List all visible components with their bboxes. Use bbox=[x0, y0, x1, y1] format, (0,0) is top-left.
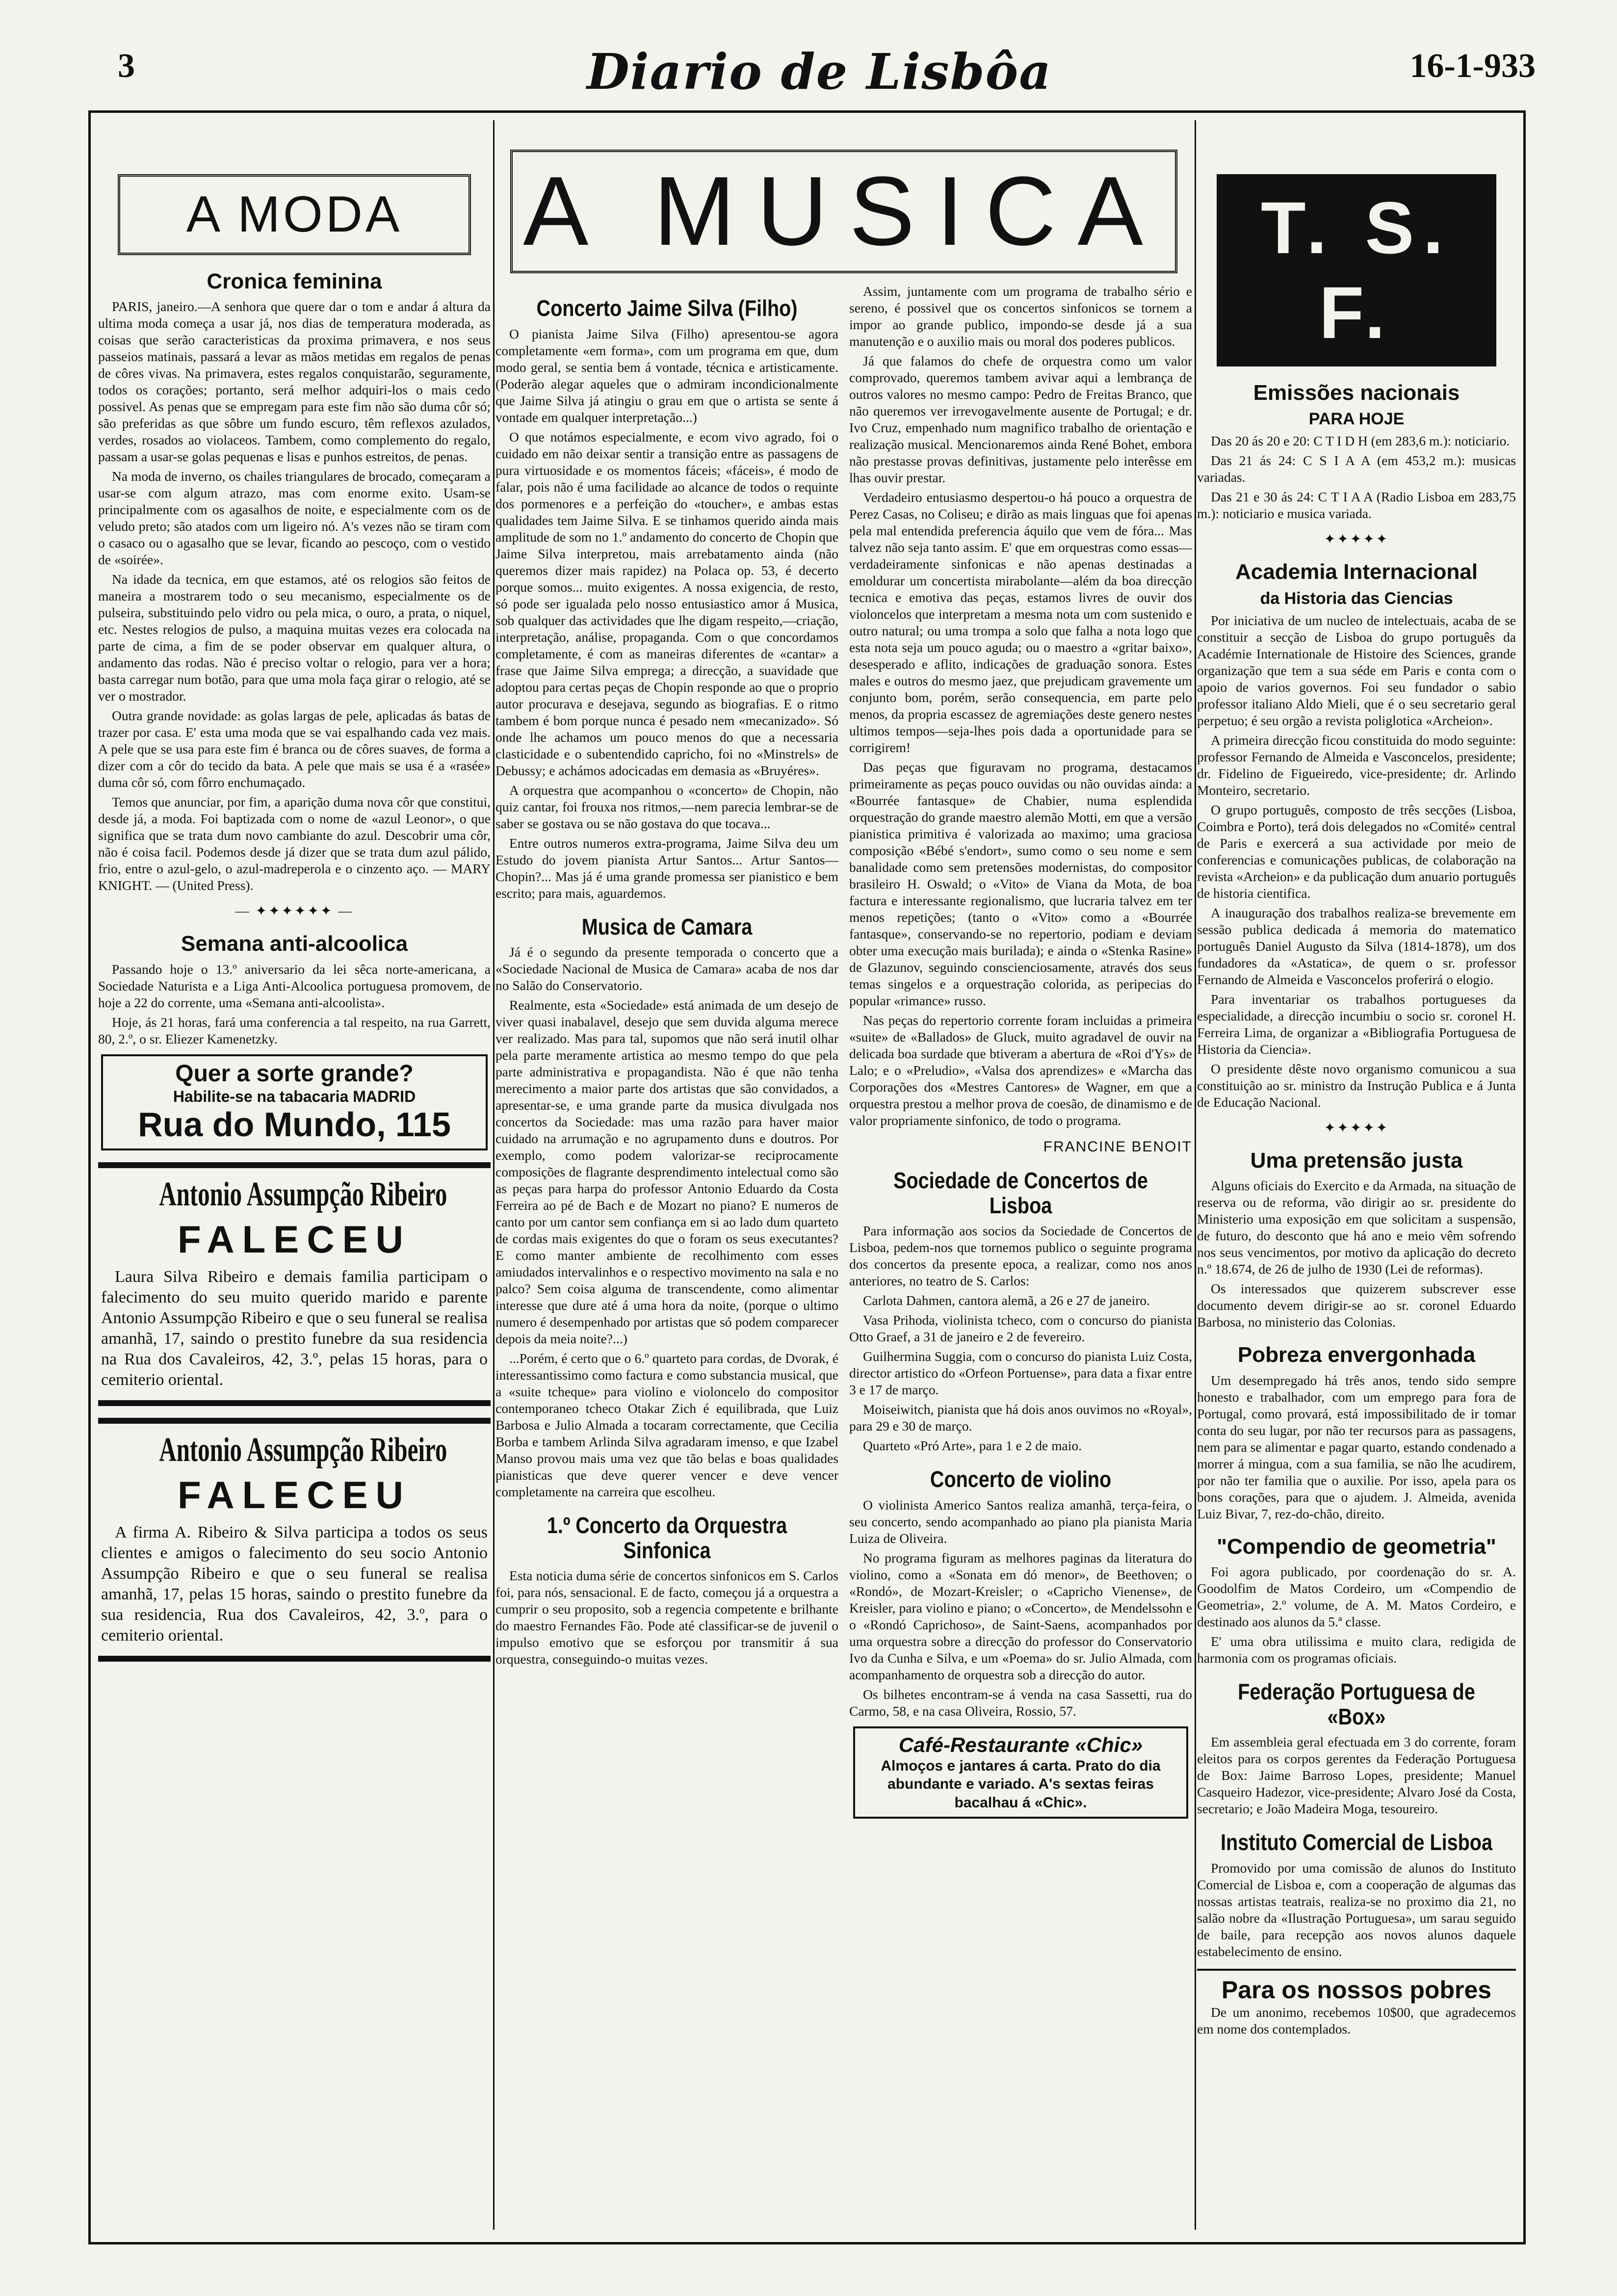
nossos-pobres-headline: Para os nossos pobres bbox=[1197, 1969, 1516, 2004]
musica-subcolumn-right bbox=[849, 283, 1192, 1826]
moda-paragraph: Na idade da tecnica, em que estamos, até os relogios são feitos de maneira a mostrarem todo o seu mecanismo, especialmente os de pulseira, substituindo pelo vidro ou pela mica, o ouro, a prata, o niquel, etc. Nestes relogios de pulso, a maquina muitas vezes era colocada na parte de cima, a fim de se poder observar em qualquer altura, o andamento das rodas. Não é preciso voltar o relogio, para ver a hora; basta carregar num botão, para que uma mola faça girar o relogio, até se ver o mostrador. bbox=[98, 572, 491, 704]
tsf-section-title: T. S. F. bbox=[1260, 186, 1453, 354]
orquestra-sinfonica-headline: 1.º Concerto da Orquestra Sinfonica bbox=[547, 1513, 787, 1563]
jaime-paragraph: A orquestra que acompanhou o «concerto» de Chopin, não quiz cantar, foi frouxa nos ritmos,—nem parecia lembrar-se de saber se gostava ou se não gostava do que tocava... bbox=[496, 782, 838, 831]
jaime-silva-headline: Concerto Jaime Silva (Filho) bbox=[536, 295, 798, 321]
author-signature: FRANCINE BENOIT bbox=[1043, 1139, 1192, 1155]
jaime-paragraph: O que notámos especialmente, e ecom vivo agrado, foi o cuidado em não deixar sentir a transição entre as passagens de pura virtuosidade e os momentos fáceis; «fáceis», é modo de falar, pois não é uma facilidade ao alcance de todos o requinte dos pormenores e a perfeição do «toucher», e ambas estas qualidades tem Jaime Silva. E se tinhamos querido ainda mais amplitude de som no 1.º andamento do concerto de Chopin que Jaime Silva interpretou, mais arrebatamento ainda (não queremos dizer mais rapidez) na Polaca op. 53, é decerto porque somos... muito exigentes. A nossa exigencia, de resto, só pode ser igualada pelo nosso entusiastico amor á Musica, sob qualquer das actividades que lhe digam respeito,—criação, interpretação, análise, propaganda. Com o que concordamos completamente, é com as maneiras diferentes de «cantar» a frase que Jaime Silva emprega; a direcção, a suavidade que adoptou para certas peças de Chopin responde ao que o proprio autor procurava e desejava, segundo as biografias. E o ritmo tambem é bom porque nunca é pesado nem «mecanizado». Só onde lhe achamos um pouco menos do que a necessaria clasticidade e o subentendido capricho, foi no «Minstrels» de Debussy; e achámos adocicadas em demasia as «Bruyéres». bbox=[496, 429, 838, 778]
pobres-paragraph: De um anonimo, recebemos 10$00, que agradecemos em nome dos contemplados. bbox=[1197, 2004, 1516, 2036]
obituary-firm bbox=[98, 1418, 491, 1662]
emissoes-paragraph: Das 21 e 30 ás 24: C T I A A (Radio Lisboa em 283,75 m.): noticiario e musica variada. bbox=[1197, 489, 1516, 522]
concertos-paragraph: Quarteto «Pró Arte», para 1 e 2 de maio. bbox=[863, 1438, 1082, 1454]
tsf-column bbox=[1197, 120, 1516, 2230]
obituary-name: Antonio Assumpção Ribeiro bbox=[159, 1175, 447, 1213]
sinfonica-paragraph: Esta noticia duma série de concertos sinfonicos em S. Carlos foi, para nós, sensacional. E de facto, começou já a orquestra a cumprir o seu proposito, sob a regencia competente e brilhante do maestro Fernandes Fão. Pode até classificar-se de juvenil o impulso emotivo que se esforçou por transmitir á sua orquestra, conseguindo-o muitas vezes. bbox=[496, 1568, 838, 1667]
ad-line: Quer a sorte grande? bbox=[175, 1060, 414, 1087]
violino-paragraph: Os bilhetes encontram-se á venda na casa Sassetti, rua do Carmo, 58, e na casa Oliveira, Rossio, 57. bbox=[849, 1686, 1192, 1719]
musica-subcolumn-left bbox=[496, 283, 838, 1826]
emissoes-subheading: PARA HOJE bbox=[1308, 410, 1405, 429]
pobreza-paragraph: Um desempregado há três anos, tendo sido sempre honesto e trabalhador, com um emprego para fora de Portugal, como provará, está impossibilitado de ir tomar conta do seu lugar, por não ter recursos para as passagens, nem para se alimentar e pagar quarto, estando condenado a morrer á mingua, com a sua familia, se não lhe acudirem, por não ter familia que o auxilie. Por isso, apela para os bons corações, para que o ajudem. J. Almeida, avenida Luiz Bivar, 7, rez-do-chão, direito. bbox=[1197, 1372, 1516, 1521]
page-number: 3 bbox=[118, 47, 135, 85]
academia-paragraph: A primeira direcção ficou constituida do modo seguinte: professor Fernando de Almeida e Vasconcelos, presidente; dr. Fidelino de Figueiredo, vice-presidente; dr. Arlindo Monteiro, secretario. bbox=[1197, 732, 1516, 798]
semana-anti-alcoolica-headline: Semana anti-alcoolica bbox=[181, 932, 408, 956]
box-paragraph: Em assembleia geral efectuada em 3 do corrente, foram eleitos para os corpos gerentes da Federação Portuguesa de Box: Jaime Barroso Lopes, presidente; Manuel Casqueiro Hadezor, vice-presidente; Alvaro José da Costa, secretario; e João Madeira Moga, tesoureiro. bbox=[1197, 1734, 1516, 1817]
column-rule bbox=[1195, 120, 1196, 2230]
musica-paragraph: Assim, juntamente com um programa de trabalho sério e sereno, é possivel que os concertos sinfonicos se tornem a impor ao grande publico, impondo-se desde já a sua manutenção e o auxilio mais ou moral dos poderes publicos. bbox=[849, 284, 1192, 349]
jaime-paragraph: Entre outros numeros extra-programa, Jaime Silva deu um Estudo do jovem pianista Artur Santos... Artur Santos—Chopin?... Mas já é uma grande promessa ser pianistico e bem escrito; para mais, aguardemos. bbox=[496, 835, 838, 901]
concertos-paragraph: Vasa Prihoda, violinista tcheco, com o concurso do pianista Otto Graef, a 31 de janeiro e 2 de fevereiro. bbox=[849, 1312, 1192, 1345]
academia-paragraph: Para inventariar os trabalhos portugueses da especialidade, a direcção incumbiu o socio sr. coronel H. Ferreira Lima, de organizar a «Bibliografia Portuguesa de Historia da Ciencia». bbox=[1197, 991, 1516, 1057]
concertos-paragraph: Moiseiwitch, pianista que há dois anos ouvimos no «Royal», para 29 e 30 de março. bbox=[849, 1402, 1192, 1434]
moda-paragraph: Outra grande novidade: as golas largas de pele, aplicadas ás batas de trazer por casa. E' esta uma moda que se vai espalhando cada vez mais. A pele que se usa para este fim é branca ou de côres suaves, de forma a dizer com a côr do tecido da bata. A pele que mais se usa é a «rasée» duma côr só, com fôrro enchumaçado. bbox=[98, 708, 491, 790]
federacao-box-headline: Federação Portuguesa de «Box» bbox=[1238, 1678, 1475, 1729]
concerto-violino-headline: Concerto de violino bbox=[930, 1466, 1112, 1492]
ornament-divider: — ✦✦✦✦✦✦ — bbox=[235, 904, 354, 919]
musica-subcolumns bbox=[496, 283, 1192, 1826]
academia-paragraph: A inauguração dos trabalhos realiza-se brevemente em sessão publica dedicada á memoria do matematico português Daniel Augusto da Silva (1814-1878), um dos fundadores da «Astatica», de quem o sr. professor Fernando de Almeida e Vasconcelos proferirá o elogio. bbox=[1197, 905, 1516, 987]
musica-paragraph: Nas peças do repertorio corrente foram incluidas a primeira «suite» de «Ballados» de Gluck, muito agradavel de ouvir na delicada boa surdade que btiveram a abertura de «Roi d'Ys» de Lalo; e o «Preludio», «Valsa dos aprendizes» e «Marcha das Corporações dos «Mestres Cantores» de Wagner, em que a orquestra prestou a melhor prova de coesão, de dinamismo e de valor propriamente sinfonico, de todo o programa. bbox=[849, 1013, 1192, 1128]
instituto-paragraph: Promovido por uma comissão de alunos do Instituto Comercial de Lisboa e, com a cooperação de algumas das nossas artistas teatrais, realiza-se no proximo dia 21, no salão nobre da «Ilustração Portuguesa», um sarau seguido de baile, para recepção aos novos alunos daquele estabelecimento de ensino. bbox=[1197, 1860, 1516, 1959]
newspaper-name: Diario de Lisbôa bbox=[586, 43, 1052, 101]
academia-paragraph: O grupo português, composto de três secções (Lisboa, Coimbra e Porto), terá dois delegados no «Comité» central de Paris e exercerá a sua actividade por meio de conferencias e comunicações publicas, de colaboração na revista «Archeion» e da publicação dum anuario português de historia cientifica. bbox=[1197, 802, 1516, 901]
sociedade-concertos-headline: Sociedade de Concertos de Lisboa bbox=[893, 1168, 1148, 1218]
academia-paragraph: O presidente dêste novo organismo comunicou a sua constituição ao sr. ministro da Instrução Publica e á Junta de Educação Nacional. bbox=[1197, 1061, 1516, 1110]
obituary-text: Laura Silva Ribeiro e demais familia participam o falecimento do seu muito querido marido e parente Antonio Assumpção Ribeiro e que o seu funeral se realisa amanhã, 17, saindo o prestito funebre da sua residencia na Rua dos Cavaleiros, 42, 3.º, pelas 15 horas, para o cemiterio oriental. bbox=[101, 1267, 488, 1389]
compendio-paragraph: E' uma obra utilissima e muito clara, redigida de harmonia com os programas oficiais. bbox=[1197, 1633, 1516, 1666]
musica-paragraph: Já que falamos do chefe de orquestra como um valor comprovado, queremos tambem avivar aqui a lembrança de outros valores no mesmo campo: Pedro de Freitas Branco, que não queremos ver irrevogavelmente ausente de Portugal; e dr. Ivo Cruz, empenhado num magnifico trabalho de orientação e realização musical. Mencionaremos ainda René Bohet, embora não prestasse provas definitivas, justamente pelo interêsse em lhas ouvir prestar. bbox=[849, 353, 1192, 485]
violino-paragraph: No programa figuram as melhores paginas da literatura do violino, como a «Sonata em dó menor», de Beethoven; o «Rondó», de Mozart-Kreisler; o «Capricho Vienense», de Kreisler, para violino e piano; o «Concerto», de Mendelssohn e o «Rondó Caprichoso», de Saint-Saens, acompanhados por uma orquestra sobre a direcção do professor do Conservatorio Ivo da Cunha e Silva, e um «Poema» do sr. Julio Almada, com acompanhamento de orquestra sob a direcção do autor. bbox=[849, 1550, 1192, 1682]
concertos-paragraph: Guilhermina Suggia, com o concurso do pianista Luiz Costa, director artistico do «Orfeon Portuense», para data a fixar entre 3 e 17 de março. bbox=[849, 1349, 1192, 1398]
pretensao-paragraph: Os interessados que quizerem subscrever esse documento devem dirigir-se ao sr. coronel Eduardo Barbosa, no ministerio das Colonias. bbox=[1197, 1281, 1516, 1330]
camara-paragraph: Realmente, esta «Sociedade» está animada de um desejo de viver quasi inabalavel, desejo que sem duvida alguma merece ver realizado. Mas para tal, supomos que não será inutil olhar pela parte meramente artistica ao mesmo tempo do que pela parte administrativa e propagandista. Não é que não tenha merecimento a maior parte dos artistas que são convidados, a apresentar-se, e uma grande parte da musica divulgada nos concertos da Sociedade: mas uma razão para haver maior cuidado na arrumação e no agrupamento duns e doutros. Por exemplo, como podem valorizar-se reciprocamente composições de flagrante desprendimento intelectual como são as peças para harpa do professor Antonio Eduardo da Costa Ferreira ao pé de Bach e de Mozart no piano? E numeros de canto por um cantor sem confiança em si ao lado dum quarteto de cordas mais exigentes do que o foram os seus executantes? E como manter ambiente de recolhimento com esses amiudados intervalinhos e o respectivo movimento na sala e no palco? Sem coisa alguma de transcendente, como alimentar interesse que dure até á uma hora da noite, (porque o ultimo numero é desempenhado por artistas que só podem comparecer depois da meia noite?...) bbox=[496, 997, 838, 1347]
pretensao-paragraph: Alguns oficiais do Exercito e da Armada, na situação de reserva ou de reforma, vão dirigir ao sr. presidente do Ministerio uma exposição em que solicitam a suspensão, de futuro, do desconto que há ano e meio vêm sofrendo nos seus vencimentos, por motivo da aplicação do decreto n.º 18.674, de 26 de julho de 1930 (Lei de reformas). bbox=[1197, 1178, 1516, 1277]
ornament-divider: ✦✦✦✦✦ bbox=[1324, 1120, 1389, 1136]
ad-title: Café-Restaurante «Chic» bbox=[898, 1733, 1143, 1756]
obituary-name: Antonio Assumpção Ribeiro bbox=[159, 1431, 447, 1469]
tsf-section-header bbox=[1217, 174, 1496, 366]
emissoes-headline: Emissões nacionais bbox=[1253, 381, 1460, 405]
musica-section-header bbox=[510, 150, 1177, 273]
obituary-text: A firma A. Ribeiro & Silva participa a todos os seus clientes e amigos o falecimento do seu socio Antonio Assumpção Ribeiro e que o seu funeral se realisa amanhã, 17, pelas 15 horas, saindo o prestito funebre da sua residencia, Rua dos Cavaleiros, 42, 3.º, para o cemiterio oriental. bbox=[101, 1523, 488, 1644]
cronica-feminina-headline: Cronica feminina bbox=[207, 269, 382, 293]
moda-paragraph: PARIS, janeiro.—A senhora que quere dar o tom e andar á altura da ultima moda começa a usar já, nos dias de temperatura moderada, as coisas que serão caracteristicas da proxima primavera, e nos seus passeios matinais, passará a levar as mãos metidas em regalos de penas de côres vivas. Na primavera, estes regalos conquistarão, seguramente, todos os corações; portanto, será melhor adquiri-los o mais cedo possivel. As penas que se empregam para este fim não são duma côr só; são preferidas as que sôbre um fundo escuro, têm reflexos azulados, verdes, rosados ao violaceos. Tambem, como complemento do regalo, passam a usar-se golas pequenas e lisas e punhos estreitos, de penas. bbox=[98, 299, 491, 465]
musica-column bbox=[496, 120, 1192, 2230]
obituary-status: FALECEU bbox=[177, 1217, 412, 1261]
ad-body: Almoços e jantares á carta. Prato do dia abundante e variado. A's sextas feiras bacalhau á «Chic». bbox=[881, 1757, 1161, 1811]
violino-paragraph: O violinista Americo Santos realiza amanhã, terça-feira, o seu concerto, sendo acompanhado ao piano pla pianista Maria Luiza de Oliveira. bbox=[849, 1497, 1192, 1546]
alcool-paragraph: Hoje, ás 21 horas, fará uma conferencia a tal respeito, na rua Garrett, 80, 2.º, o sr. Eliezer Kamenetzky. bbox=[98, 1014, 491, 1046]
ornament-divider: ✦✦✦✦✦ bbox=[1324, 532, 1389, 548]
moda-paragraph: Na moda de inverno, os chailes triangulares de brocado, começaram a usar-se com algum atrazo, mas com enorme exito. Usam-se principalmente com os agasalhos de noite, e especialmente com os de veludo preto; são atados com um ligeiro nó. A's vezes não se tiram com o casaco ou o agasalho que se levar, ficando ao pescoço, com o vestido de «soirée». bbox=[98, 469, 491, 568]
musica-paragraph: Das peças que figuravam no programa, destacamos primeiramente as peças pouco ouvidas ou não ouvidas ainda: a «Bourrée fantasque» de Chabier, numa esplendida orquestração do grande maestro alemão Motti, em que a versão pianistica primitiva é valorizada ao maximo; uma graciosa composição «Bébé s'endort», sumo como o seu nome e sem banalidade como sem pretensões modernistas, do compositor brasileiro H. Oswald; o «Vito» de Viana da Mota, de boa factura e interessante regionalismo, que lucraria talvez em ter menos repetições; (tanto o «Vito» como a «Bourrée fantasque», conservando-se no repertorio, podiam e deviam obter uma execução mais burilada); e ainda o «Stenka Rasine» de Glazunov, seguindo conscienciosamente, através dos seus temas singelos e a orquestração colorida, as peripecias do popular «rimance» russo. bbox=[849, 759, 1192, 1008]
masthead bbox=[103, 43, 1536, 101]
musica-section-title: A MUSICA bbox=[523, 157, 1165, 266]
concertos-paragraph: Carlota Dahmen, cantora alemã, a 26 e 27 de janeiro. bbox=[863, 1293, 1150, 1308]
musica-camara-headline: Musica de Camara bbox=[581, 913, 753, 939]
obituary-status: FALECEU bbox=[177, 1473, 412, 1516]
jaime-paragraph: O pianista Jaime Silva (Filho) apresentou-se agora completamente «em forma», com um programa em que, dum modo geral, se sentia bem á vontade, técnica e artisticamente. (Poderão alegar aqueles que o admiram incondicionalmente que Jaime Silva já atingiu o grau em que o artista se sente á vontade em qualquer interpretação...) bbox=[496, 326, 838, 425]
emissoes-paragraph: Das 20 ás 20 e 20: C T I D H (em 283,6 m.): noticiario. bbox=[1211, 433, 1510, 449]
alcool-paragraph: Passando hoje o 13.º aniversario da lei sêca norte-americana, a Sociedade Naturista e a Liga Anti-Alcoolica portuguesa promovem, de hoje a 22 do corrente, uma «Semana anti-alcoolista». bbox=[98, 961, 491, 1010]
academia-subheading: da Historia das Ciencias bbox=[1260, 589, 1453, 608]
camara-paragraph: ...Porém, é certo que o 6.º quarteto para cordas, de Dvorak, é interessantissimo como factura e como substancia musical, que a «suite tcheque» para violino e violoncelo do compositor contemporaneo tcheco Otakar Zich é equilibrada, que Luiz Barbosa e Julio Almada a tocaram correctamente, que Cecilia Borba e tambem Arlinda Silva agradaram imenso, e que Izabel Manso provou mais uma vez que tão belas e boas qualidades pianisticas que deve querer vencer e deve vencer completamente na carreira que escolheu. bbox=[496, 1351, 838, 1500]
moda-paragraph: Temos que anunciar, por fim, a aparição duma nova côr que constitui, desde já, a moda. Foi baptizada com o nome de «azul Leonor», o que significa que se trata dum novo cambiante do azul. Descobrir uma côr, não é coisa facil. Podemos desde já dizer que se trata dum azul pálido, frio, entre o azul-gelo, o azul-madreperola e o cinzento aço. — MARY KNIGHT. — (United Press). bbox=[98, 794, 491, 893]
emissoes-paragraph: Das 21 ás 24: C S I A A (em 453,2 m.): musicas variadas. bbox=[1197, 453, 1516, 485]
ad-line: Rua do Mundo, 115 bbox=[138, 1105, 451, 1144]
pobreza-headline: Pobreza envergonhada bbox=[1237, 1343, 1476, 1367]
pretensao-headline: Uma pretensão justa bbox=[1250, 1148, 1463, 1173]
concertos-paragraph: Para informação aos socios da Sociedade de Concertos de Lisboa, pedem-nos que tornemos publico o seguinte programa dos concertos da presente epoca, a realizar, como nos anos anteriores, no teatro de S. Carlos: bbox=[849, 1223, 1192, 1289]
issue-date: 16-1-933 bbox=[1409, 47, 1536, 85]
camara-paragraph: Já é o segundo da presente temporada o concerto que a «Sociedade Nacional de Musica de Camara» acaba de nos dar no Salão do Conservatorio. bbox=[496, 944, 838, 993]
academia-paragraph: Por iniciativa de um nucleo de intelectuais, acaba de se constituir a secção de Lisboa do grupo português da Académie Internationale de Histoire des Sciences, grande organização que tem a sua séde em Paris e conta com o apoio de varios governos. Foi seu fundador o sabio professor italiano Aldo Mieli, que é o seu secretario geral perpetuo; é seu orgão a revista poliglotica «Archeion». bbox=[1197, 612, 1516, 728]
moda-section-header bbox=[118, 174, 471, 255]
ad-line: Habilite-se na tabacaria MADRID bbox=[173, 1087, 416, 1105]
academia-headline: Academia Internacional bbox=[1235, 560, 1478, 584]
obituary-family bbox=[98, 1162, 491, 1406]
instituto-comercial-headline: Instituto Comercial de Lisboa bbox=[1221, 1829, 1492, 1855]
compendio-paragraph: Foi agora publicado, por coordenação do sr. A. Goodolfim de Matos Cordeiro, um «Compendio de Geometria», 2.º volume, de A. M. Matos Cordeiro, e destinado aos alunos da 5.ª classe. bbox=[1197, 1564, 1516, 1629]
compendio-headline: "Compendio de geometria" bbox=[1217, 1534, 1496, 1559]
column-rule bbox=[493, 120, 495, 2230]
ad-tabacaria-madrid bbox=[101, 1054, 488, 1150]
moda-column bbox=[98, 120, 491, 2230]
moda-section-title: A MODA bbox=[186, 186, 403, 243]
ad-cafe-chic bbox=[853, 1726, 1188, 1819]
musica-paragraph: Verdadeiro entusiasmo despertou-o há pouco a orquestra de Perez Casas, no Coliseu; e dirão as mais linguas que foi apenas pela mal entendida preferencia áquilo que vem de fóra... Mas talvez não seja tanto assim. E' que em orquestras como essas—verdadeiramente sinfonicas e não apenas destinadas a emoldurar um concertista mirabolante—além da boa direcção tecnica e emotiva das peças, estamos livres de ouvir dos violoncelos que interpretam a mesma nota um com sustenido e outro natural; ou uma trompa a solo que falha a nota logo que esta nota seja um pouco aguda; ou o maestro a «gritar baixo», desesperado e aflito, indicações de graduação sonora. Estes males e outros do mesmo jaez, que prejudicam gravemente um conjunto bom, porém, serão consequencia, em parte pelo menos, da propria escassez de agremiações deste genero nestes ultimos tempos—seja-lhes pois dada a oportunidade para se corrigirem! bbox=[849, 490, 1192, 755]
